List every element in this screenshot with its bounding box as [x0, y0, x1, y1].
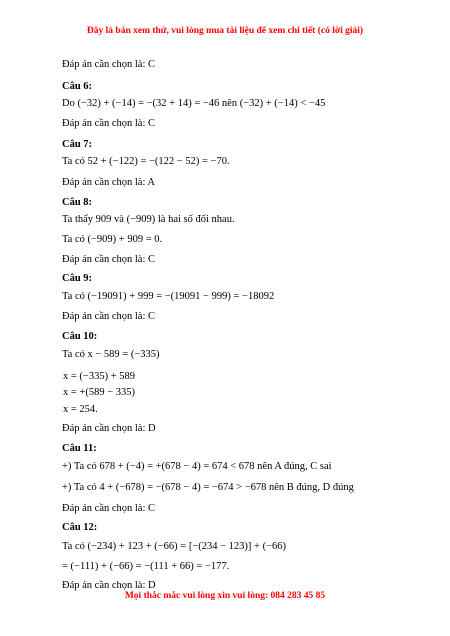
- solution-line: Ta có (−19091) + 999 = −(19091 − 999) = −18092: [62, 291, 275, 302]
- answer-line: Đáp án cần chọn là: A: [62, 177, 156, 188]
- question-heading: Câu 11:: [62, 443, 97, 454]
- question-heading: Câu 12:: [62, 522, 98, 533]
- answer-line: Đáp án cần chọn là: C: [62, 254, 156, 265]
- answer-line: Đáp án cần chọn là: C: [62, 311, 156, 322]
- solution-line: Ta có (−909) + 909 = 0.: [62, 234, 163, 245]
- question-heading: Câu 6:: [62, 81, 93, 92]
- solution-line: Ta có 52 + (−122) = −(122 − 52) = −70.: [62, 156, 230, 167]
- answer-line: Đáp án cần chọn là: C: [62, 503, 156, 514]
- contact-notice: Mọi thắc mắc vui lòng xin vui lòng: 084 283 45 85: [124, 591, 326, 601]
- question-heading: Câu 8:: [62, 197, 93, 208]
- answer-line: Đáp án cần chọn là: C: [62, 59, 156, 70]
- preview-notice: Đây là bản xem thử, vui lòng mua tài liệu để xem chi tiết (có lời giải): [86, 26, 364, 36]
- answer-line: Đáp án cần chọn là: C: [62, 118, 156, 129]
- solution-line: Ta có (−234) + 123 + (−66) = [−(234 − 123)] + (−66): [62, 541, 287, 552]
- solution-line: x = +(589 − 335): [63, 387, 136, 398]
- solution-line: = (−111) + (−66) = −(111 + 66) = −177.: [62, 561, 230, 572]
- answer-line: Đáp án cần chọn là: D: [62, 423, 156, 434]
- question-heading: Câu 7:: [62, 139, 93, 150]
- question-heading: Câu 9:: [62, 273, 93, 284]
- solution-line: x = (−335) + 589: [63, 371, 136, 382]
- solution-line: Ta có x − 589 = (−335): [62, 349, 160, 360]
- solution-line: +) Ta có 678 + (−4) = +(678 − 4) = 674 < 678 nên A đúng, C sai: [62, 461, 332, 472]
- answer-line: Đáp án cần chọn là: D: [62, 580, 156, 591]
- solution-line: x = 254.: [63, 404, 98, 415]
- question-heading: Câu 10:: [62, 331, 98, 342]
- solution-line: Ta thấy 909 và (−909) là hai số đối nhau.: [62, 214, 235, 225]
- solution-line: +) Ta có 4 + (−678) = −(678 − 4) = −674 > −678 nên B đúng, D đúng: [62, 482, 354, 493]
- solution-line: Do (−32) + (−14) = −(32 + 14) = −46 nên (−32) + (−14) < −45: [62, 98, 326, 109]
